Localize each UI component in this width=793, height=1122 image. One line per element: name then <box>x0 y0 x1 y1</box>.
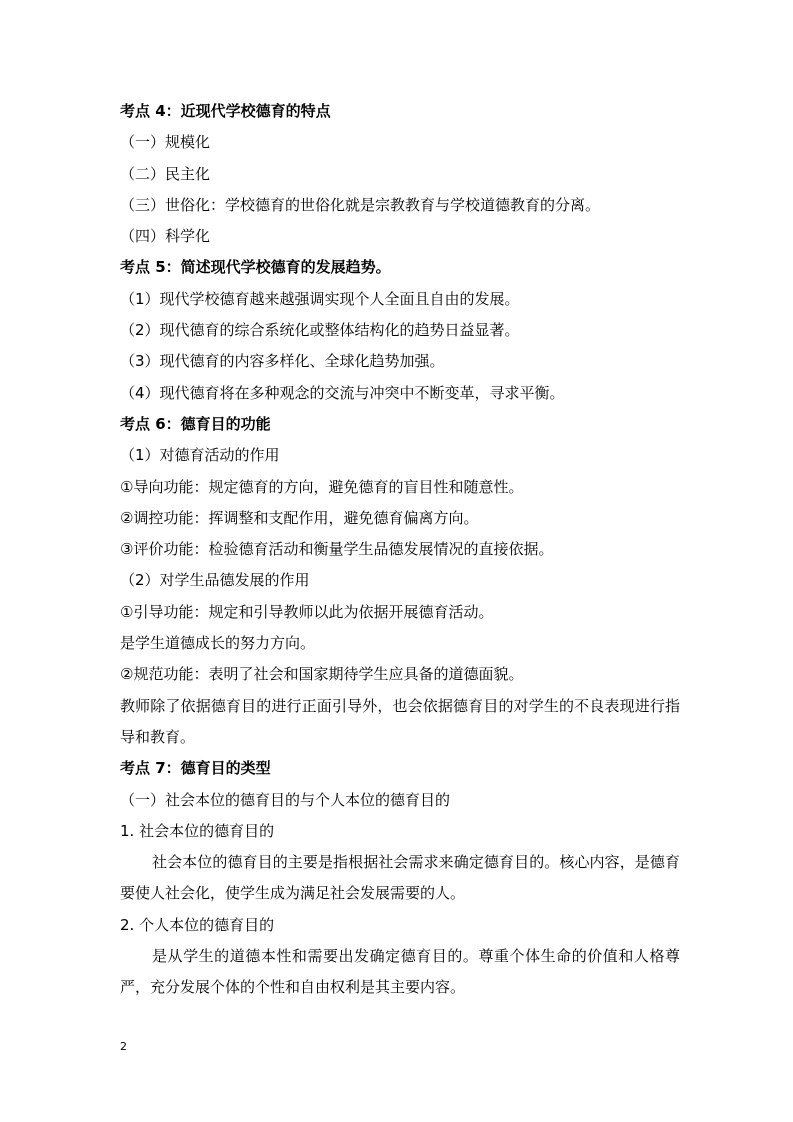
list-item: 2. 个人本位的德育目的 <box>120 915 275 934</box>
list-item: ①导向功能：规定德育的方向，避免德育的盲目性和随意性。 <box>120 477 524 496</box>
list-item: （2）现代德育的综合系统化或整体结构化的趋势日益显著。 <box>120 321 520 340</box>
paragraph: 教师除了依据德育目的进行正面引导外，也会依据德育目的对学生的不良表现进行指导和教育。 <box>120 696 680 746</box>
paragraph: 是从学生的道德本性和需要出发确定德育目的。尊重个体生命的价值和人格尊严，充分发展个体的个性和自由权利是其主要内容。 <box>120 947 680 997</box>
page-number: 2 <box>120 1040 127 1053</box>
list-item: （1）对德育活动的作用 <box>120 446 280 465</box>
list-item: （4）现代德育将在多种观念的交流与冲突中不断变革，寻求平衡。 <box>120 383 565 402</box>
paragraph: 社会本位的德育目的主要是指根据社会需求来确定德育目的。核心内容，是德育要使人社会化，使学生成为满足社会发展需要的人。 <box>120 853 680 903</box>
list-item: ③评价功能：检验德育活动和衡量学生品德发展情况的直接依据。 <box>120 540 554 559</box>
list-item: 是学生道德成长的努力方向。 <box>120 634 316 653</box>
section-heading-5: 考点 5：简述现代学校德育的发展趋势。 <box>120 258 391 277</box>
list-item: ②规范功能：表明了社会和国家期待学生应具备的道德面貌。 <box>120 665 524 684</box>
section-heading-7: 考点 7：德育目的类型 <box>120 759 271 778</box>
document-body <box>120 96 680 1004</box>
list-item: （三）世俗化：学校德育的世俗化就是宗教教育与学校道德教育的分离。 <box>120 195 601 214</box>
list-item: （二）民主化 <box>120 164 211 183</box>
list-item: 1. 社会本位的德育目的 <box>120 821 275 840</box>
list-item: （四）科学化 <box>120 227 211 246</box>
list-item: ①引导功能：规定和引导教师以此为依据开展德育活动。 <box>120 602 494 621</box>
section-heading-6: 考点 6：德育目的功能 <box>120 414 271 433</box>
list-item: （1）现代学校德育越来越强调实现个人全面且自由的发展。 <box>120 289 520 308</box>
list-item: ②调控功能：挥调整和支配作用，避免德育偏离方向。 <box>120 508 479 527</box>
list-item: （3）现代德育的内容多样化、全球化趋势加强。 <box>120 352 445 371</box>
list-item: （一）社会本位的德育目的与个人本位的德育目的 <box>120 790 451 809</box>
section-heading-4: 考点 4：近现代学校德育的特点 <box>120 102 331 120</box>
list-item: （2）对学生品德发展的作用 <box>120 571 310 590</box>
list-item: （一）规模化 <box>120 133 211 152</box>
